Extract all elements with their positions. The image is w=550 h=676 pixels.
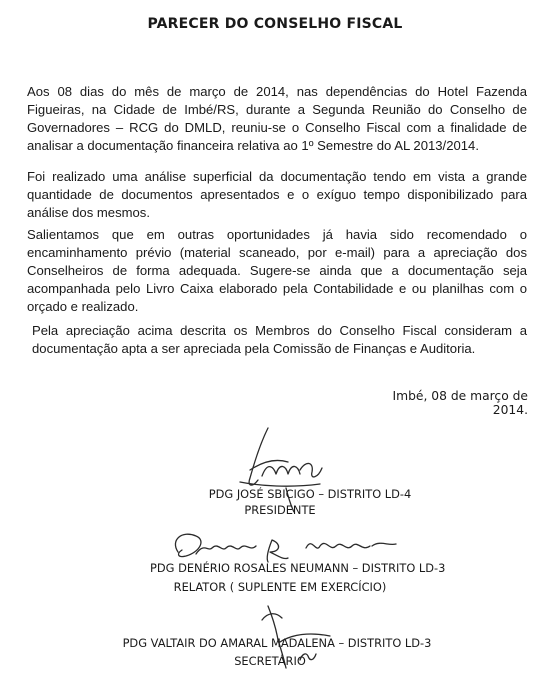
signatory-2-role: RELATOR ( SUPLENTE EM EXERCÍCIO) (173, 580, 387, 594)
paragraph-meeting-intro: Aos 08 dias do mês de março de 2014, nas dependências do Hotel Fazenda Figueiras, na Cidade de Imbé/RS, durante a Segunda Reunião do Conselho de Governadores – RCG do DMLD, reuniu-se o Conselho Fiscal com a finalidade de analisar a documentação financeira relativa ao 1º Semestre do AL 2013/2014. (27, 84, 527, 153)
paragraph-conclusion: Pela apreciação acima descrita os Membros do Conselho Fiscal consideram a documentação apta a ser apreciada pela Comissão de Finanças e Auditoria. (32, 323, 527, 356)
paragraph-recommendation: Salientamos que em outras oportunidades já havia sido recomendado o encaminhamento prévio (material scaneado, por e-mail) para a apreciação dos Conselheiros de forma adequada. Sugere-se ainda que a documentação seja acompanhada pelo Livro Caixa elaborado pela Contabilidade e ou planilhas com o orçado e realizado. (27, 227, 527, 314)
signatory-1-role: PRESIDENTE (244, 503, 316, 517)
signatory-3-name: PDG VALTAIR DO AMARAL MADALENA – DISTRITO LD-3 (122, 636, 432, 650)
date-line: Imbé, 08 de março de 2014. (392, 389, 528, 417)
paragraph-analysis: Foi realizado uma análise superficial da documentação tendo em vista a grande quantidade de documentos apresentados e o exíguo tempo disponibilizado para análise dos mesmos. (27, 169, 527, 220)
signatory-2-name: PDG DENÉRIO ROSALES NEUMANN – DISTRITO LD-3 (150, 561, 446, 575)
signature-neumann (175, 534, 396, 562)
signatory-1-name: PDG JOSÉ SBICIGO – DISTRITO LD-4 (208, 487, 412, 501)
document-title: PARECER DO CONSELHO FISCAL (147, 16, 403, 32)
signatory-3-role: SECRETÁRIO (234, 654, 306, 668)
